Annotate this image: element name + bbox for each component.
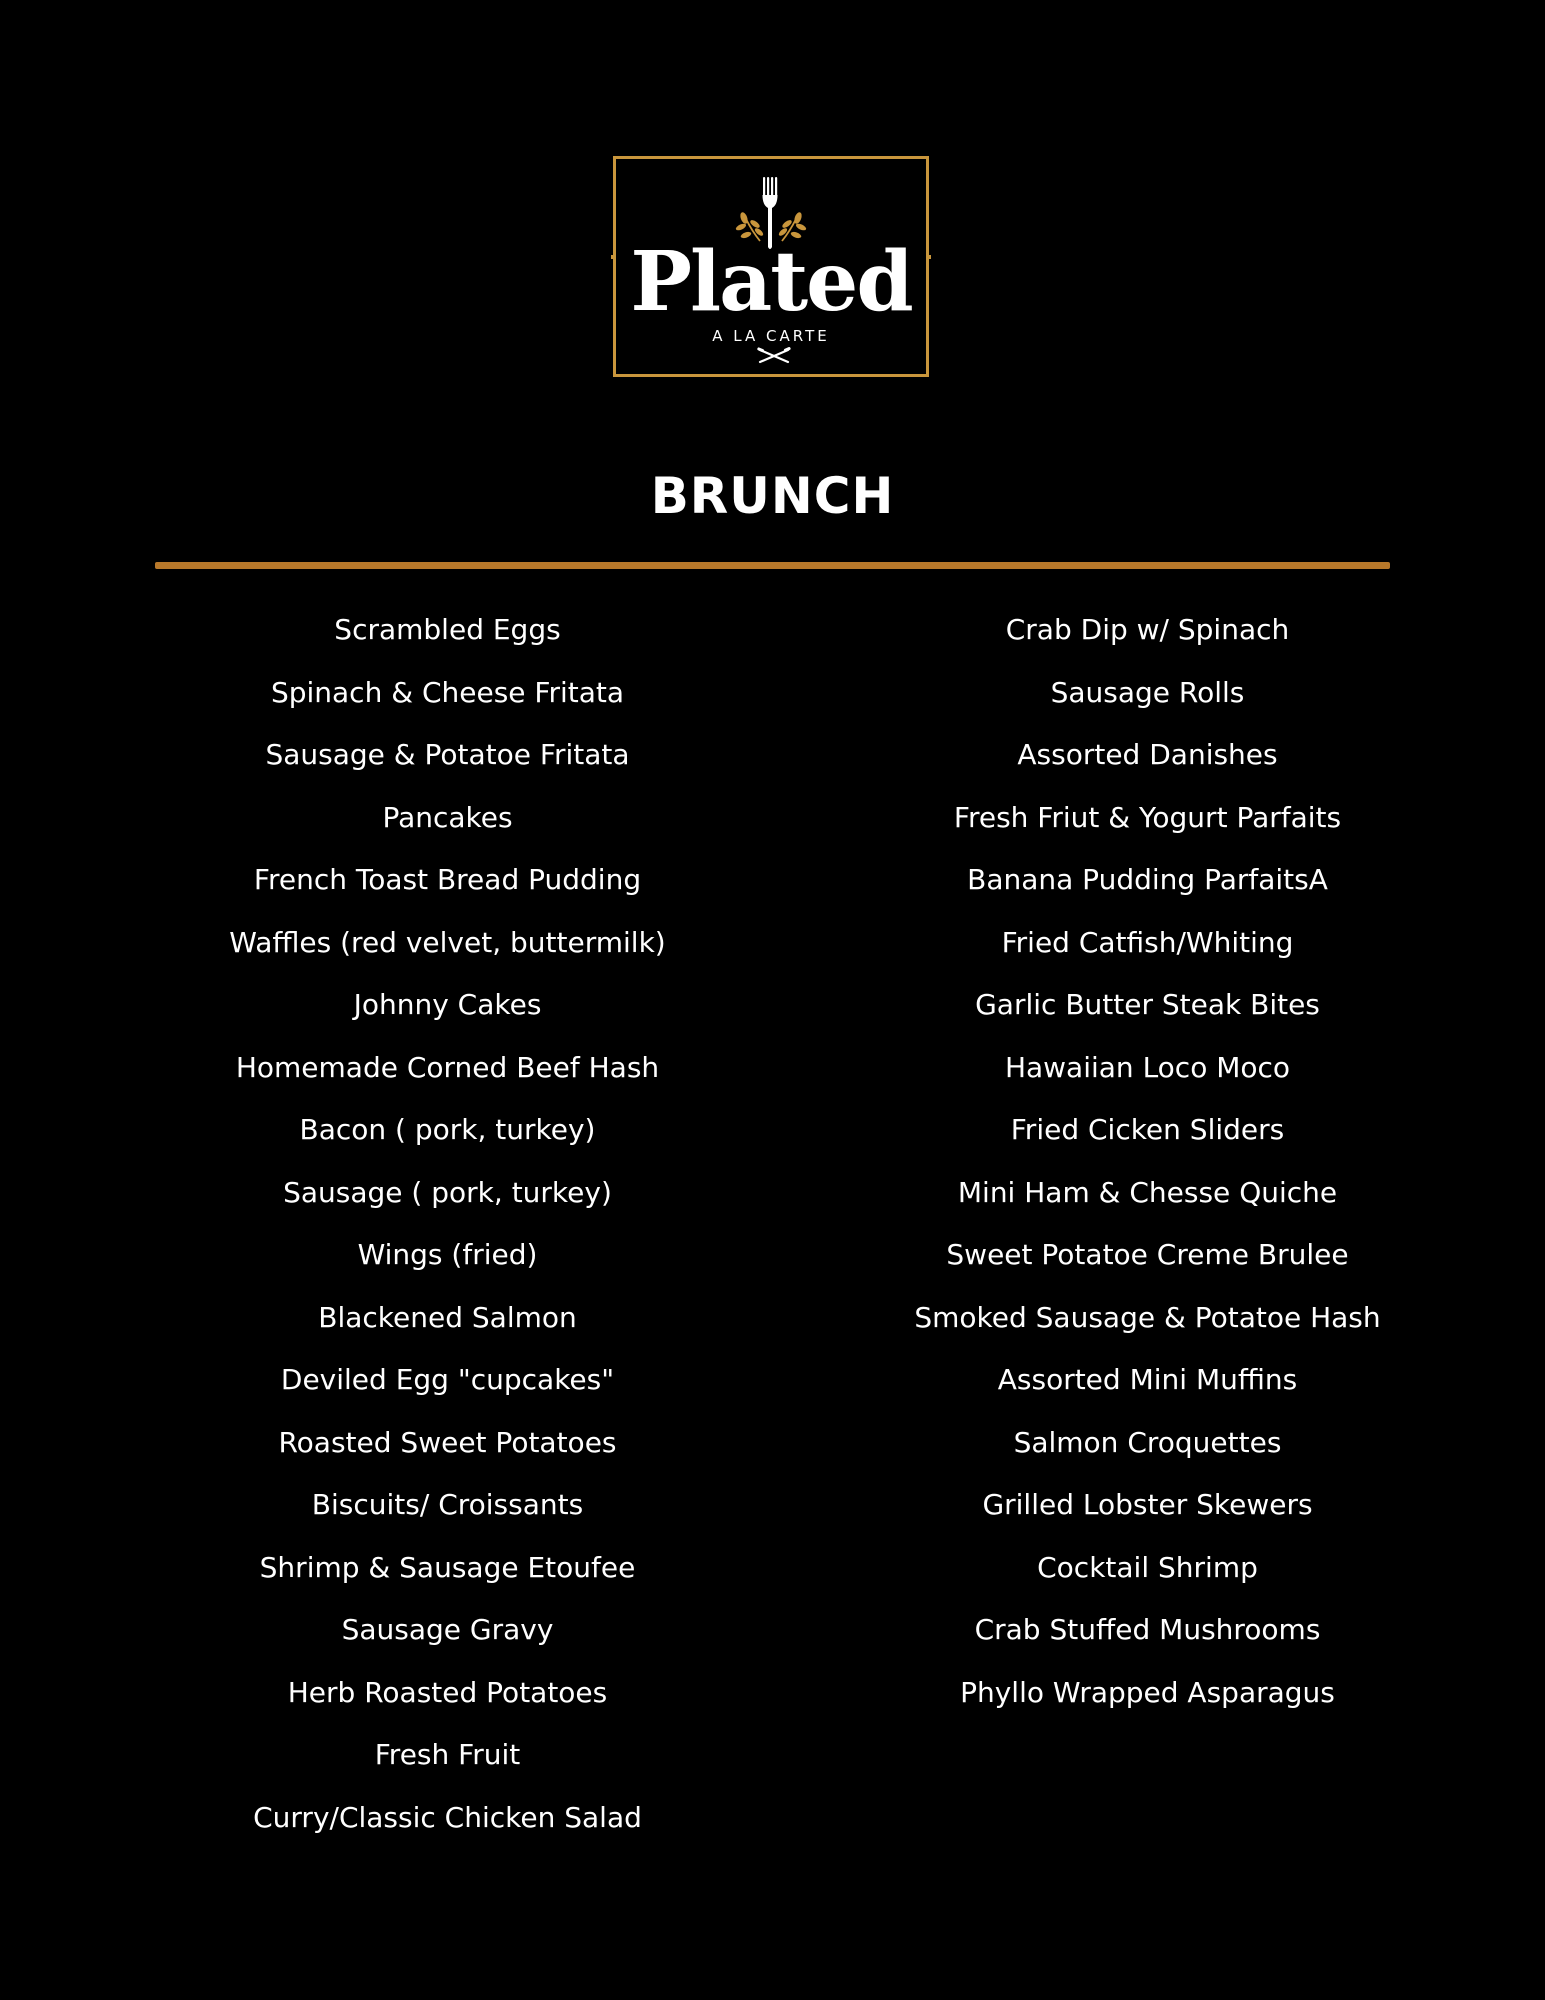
menu-item: Crab Dip w/ Spinach — [1005, 613, 1290, 646]
menu-item: Assorted Mini Muffins — [997, 1363, 1298, 1396]
menu-item: Spinach & Cheese Fritata — [270, 675, 625, 709]
menu-item: Fresh Friut & Yogurt Parfaits — [953, 800, 1342, 834]
menu-item: Curry/Classic Chicken Salad — [253, 1800, 642, 1834]
menu-item: Fried Cicken Sliders — [1010, 1113, 1285, 1146]
menu-item: Fried Catfish/Whiting — [1001, 925, 1294, 959]
title-divider — [155, 562, 1390, 569]
logo-frame-nub — [611, 255, 615, 259]
menu-item: Cocktail Shrimp — [1037, 1550, 1258, 1584]
menu-item: Biscuits/ Croissants — [311, 1488, 584, 1521]
menu-item: Banana Pudding ParfaitsA — [967, 863, 1328, 896]
menu-item: Sausage Gravy — [341, 1613, 554, 1646]
menu-item: Blackened Salmon — [318, 1300, 577, 1334]
menu-item: Herb Roasted Potatoes — [287, 1675, 608, 1709]
menu-item: Deviled Egg "cupcakes" — [280, 1363, 615, 1396]
menu-title: BRUNCH — [650, 467, 895, 525]
menu-item: Sausage ( pork, turkey) — [283, 1175, 612, 1209]
menu-item: Smoked Sausage & Potatoe Hash — [914, 1300, 1381, 1334]
menu-item: Sweet Potatoe Creme Brulee — [946, 1238, 1349, 1271]
menu-item: Pancakes — [382, 800, 513, 834]
menu-item: Johnny Cakes — [353, 988, 542, 1021]
menu-item: Assorted Danishes — [1017, 738, 1278, 771]
menu-item: Fresh Fruit — [374, 1738, 521, 1771]
menu-item: Waffles (red velvet, buttermilk) — [229, 925, 666, 959]
menu-item: Mini Ham & Chesse Quiche — [957, 1175, 1338, 1209]
menu-item: Grilled Lobster Skewers — [982, 1488, 1313, 1521]
menu-item: Roasted Sweet Potatoes — [278, 1425, 617, 1459]
menu-item: Wings (fried) — [357, 1238, 538, 1271]
menu-item: Bacon ( pork, turkey) — [299, 1113, 596, 1146]
menu-item: Crab Stuffed Mushrooms — [974, 1613, 1321, 1646]
brand-name: Plated — [630, 234, 912, 330]
menu-item: Scrambled Eggs — [334, 613, 561, 646]
logo-frame-nub — [927, 255, 931, 259]
menu-item: French Toast Bread Pudding — [253, 863, 642, 896]
crossed-fork-knife-icon — [757, 347, 791, 365]
menu-item: Sausage Rolls — [1050, 675, 1245, 709]
menu-item: Garlic Butter Steak Bites — [975, 988, 1320, 1021]
menu-item: Sausage & Potatoe Fritata — [265, 738, 630, 771]
menu-item: Salmon Croquettes — [1013, 1425, 1282, 1459]
menu-item: Homemade Corned Beef Hash — [235, 1050, 660, 1084]
brand-tagline: A LA CARTE — [712, 327, 830, 345]
menu-column-left — [100, 599, 795, 1849]
menu-column-right — [795, 599, 1500, 1724]
brand-logo — [613, 156, 929, 377]
menu-item: Phyllo Wrapped Asparagus — [960, 1675, 1335, 1709]
menu-item: Hawaiian Loco Moco — [1004, 1050, 1291, 1084]
menu-item: Shrimp & Sausage Etoufee — [259, 1550, 636, 1584]
